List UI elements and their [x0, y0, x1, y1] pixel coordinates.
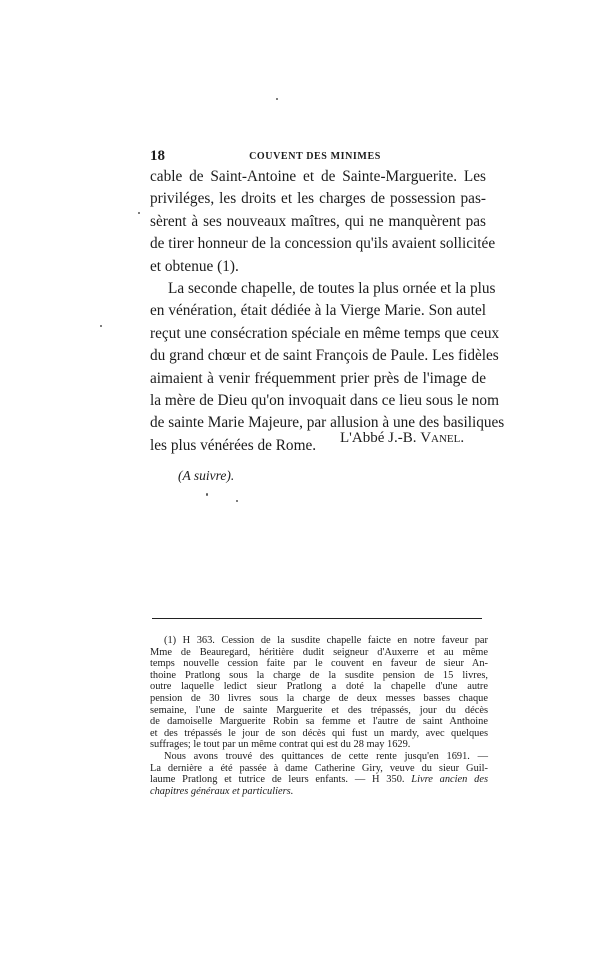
paragraph-1: [150, 166, 496, 278]
text-line: du grand chœur et de saint François de Paule. Les fidèles: [150, 347, 499, 365]
continuation-note: (A suivre).: [178, 468, 235, 483]
text-line: la mère de Dieu qu'on invoquait dans ce lieu sous le nom: [150, 392, 499, 410]
scan-speck: [236, 500, 238, 502]
footnote-line: pension de 30 livres sous la charge de deux messes basses chaque: [150, 692, 488, 704]
text-line: priviléges, les droits et les charges de possession pas-: [150, 190, 486, 208]
scan-speck: [138, 212, 140, 214]
footnote-italic-title: Livre ancien des: [411, 774, 488, 786]
footnote-line-mixed: [150, 774, 488, 786]
text-line: aimaient à venir fréquemment prier près de l'image de: [150, 369, 486, 387]
text-line: les plus vénérées de Rome.: [150, 436, 317, 454]
text-line: et obtenue (1).: [150, 257, 239, 275]
footnote-line-text: laume Pratlong et tutrice de leurs enfants. — H 350.: [150, 774, 412, 786]
text-line: de tirer honneur de la concession qu'ils avaient sollicitée: [150, 235, 496, 253]
footnote-line: Mme de Beauregard, héritière dudit seigneur d'Auxerre et au même: [150, 646, 488, 658]
text-line: reçut une consécration spéciale en même temps que ceux: [150, 324, 500, 342]
signature-surname: Vanel.: [420, 430, 465, 446]
footnote-line: Nous avons trouvé des quittances de cette rente jusqu'en 1691. —: [164, 750, 488, 762]
scan-speck: [276, 98, 278, 100]
footnote-rule: [152, 618, 482, 619]
author-signature: [340, 430, 464, 447]
text-line: cable de Saint-Antoine et de Sainte-Marguerite. Les: [150, 168, 486, 185]
footnote-line: suffrages; le tout par un même contrat qui est du 28 may 1629.: [150, 739, 411, 751]
footnote-line: et des trépassés le jour de son décès qui fust un mardy, avec quelques: [150, 727, 488, 739]
text-line: sèrent à ses nouveaux maîtres, qui ne manquèrent pas: [150, 212, 486, 230]
footnote-line: outre laquelle ledict sieur Pratlong a doté la chapelle d'une autre: [150, 681, 488, 693]
body-text: [150, 166, 505, 457]
footnote-line: temps nouvelle cession faite par le couvent en faveur de sieur An-: [150, 658, 488, 670]
footnote-line: La dernière a été passée à dame Catherine Giry, veuve du sieur Guil-: [150, 762, 488, 774]
footnote-line: thoine Pratlong sous la charge de la susdite pension de 15 livres,: [150, 669, 488, 681]
text-line: La seconde chapelle, de toutes la plus ornée et la plus: [168, 280, 496, 298]
text-line: de sainte Marie Majeure, par allusion à une des basiliques: [150, 414, 505, 432]
running-title: COUVENT DES MINIMES: [249, 151, 381, 162]
page-number: 18: [150, 148, 165, 164]
footnote: [150, 635, 488, 797]
signature-prefix: L'Abbé J.-B.: [340, 430, 421, 446]
text-line: en vénération, était dédiée à la Vierge Marie. Son autel: [150, 302, 486, 320]
footnote-line: de damoiselle Marguerite Robin sa femme et l'autre de saint Anthoine: [150, 716, 488, 728]
footnote-line: semaine, l'une de sainte Marguerite et des trépassés, jour du décès: [150, 704, 488, 716]
scan-speck: [100, 325, 102, 327]
footnote-line: (1) H 363. Cession de la susdite chapelle faicte en notre faveur par: [164, 635, 488, 646]
scan-speck: [206, 493, 208, 496]
footnote-line: chapitres généraux et particuliers.: [150, 785, 294, 797]
